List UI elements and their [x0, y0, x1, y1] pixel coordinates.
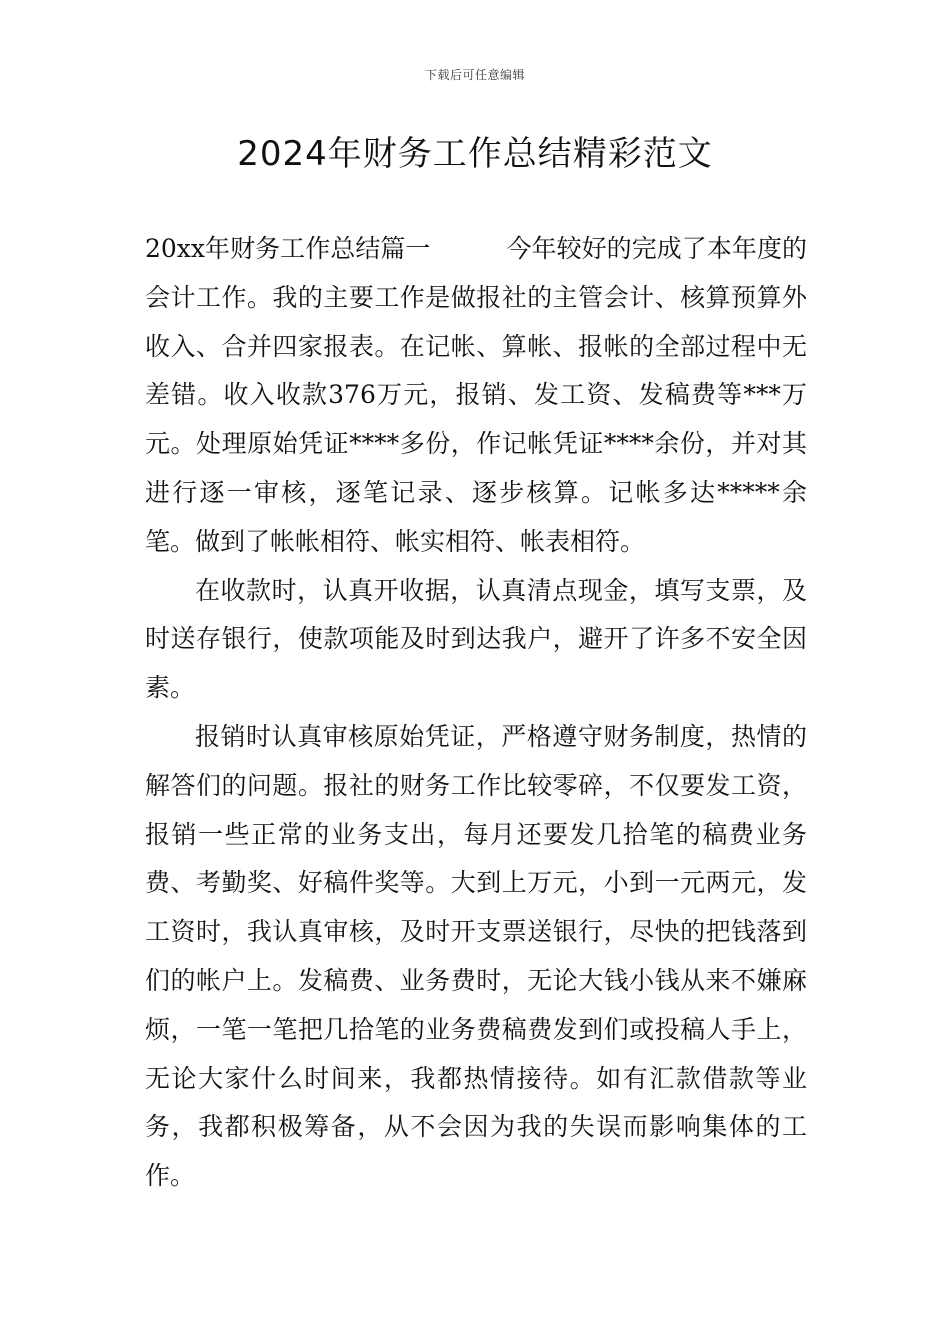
paragraph-1-text: 今年较好的完成了本年度的会计工作。我的主要工作是做报社的主管会计、核算预算外收入、合并四家报表。在记帐、算帐、报帐的全部过程中无差错。收入收款376万元，报销、发工资、发稿费等***万元。处理原始凭证****多份，作记帐凭证****余份，并对其进行逐一审核，逐笔记录、逐步核算。记帐多达*****余笔。做到了帐帐相符、帐实相符、帐表相符。: [145, 234, 807, 556]
paragraph-3: 报销时认真审核原始凭证，严格遵守财务制度，热情的解答们的问题。报社的财务工作比较零碎，不仅要发工资，报销一些正常的业务支出，每月还要发几拾笔的稿费业务费、考勤奖、好稿件奖等。大到上万元，小到一元两元，发工资时，我认真审核，及时开支票送银行，尽快的把钱落到们的帐户上。发稿费、业务费时，无论大钱小钱从来不嫌麻烦，一笔一笔把几拾笔的业务费稿费发到们或投稿人手上，无论大家什么时间来，我都热情接待。如有汇款借款等业务，我都积极筹备，从不会因为我的失误而影响集体的工作。: [145, 721, 807, 1191]
document-body: [145, 225, 807, 1201]
paragraph-1: [145, 225, 807, 567]
document-title: 2024年财务工作总结精彩范文: [237, 134, 713, 174]
header-note: 下载后可任意编辑: [424, 68, 525, 82]
section-heading: 20xx年财务工作总结篇一: [145, 234, 431, 263]
paragraph-2: 在收款时，认真开收据，认真清点现金，填写支票，及时送存银行，使款项能及时到达我户，避开了许多不安全因素。: [145, 575, 807, 703]
